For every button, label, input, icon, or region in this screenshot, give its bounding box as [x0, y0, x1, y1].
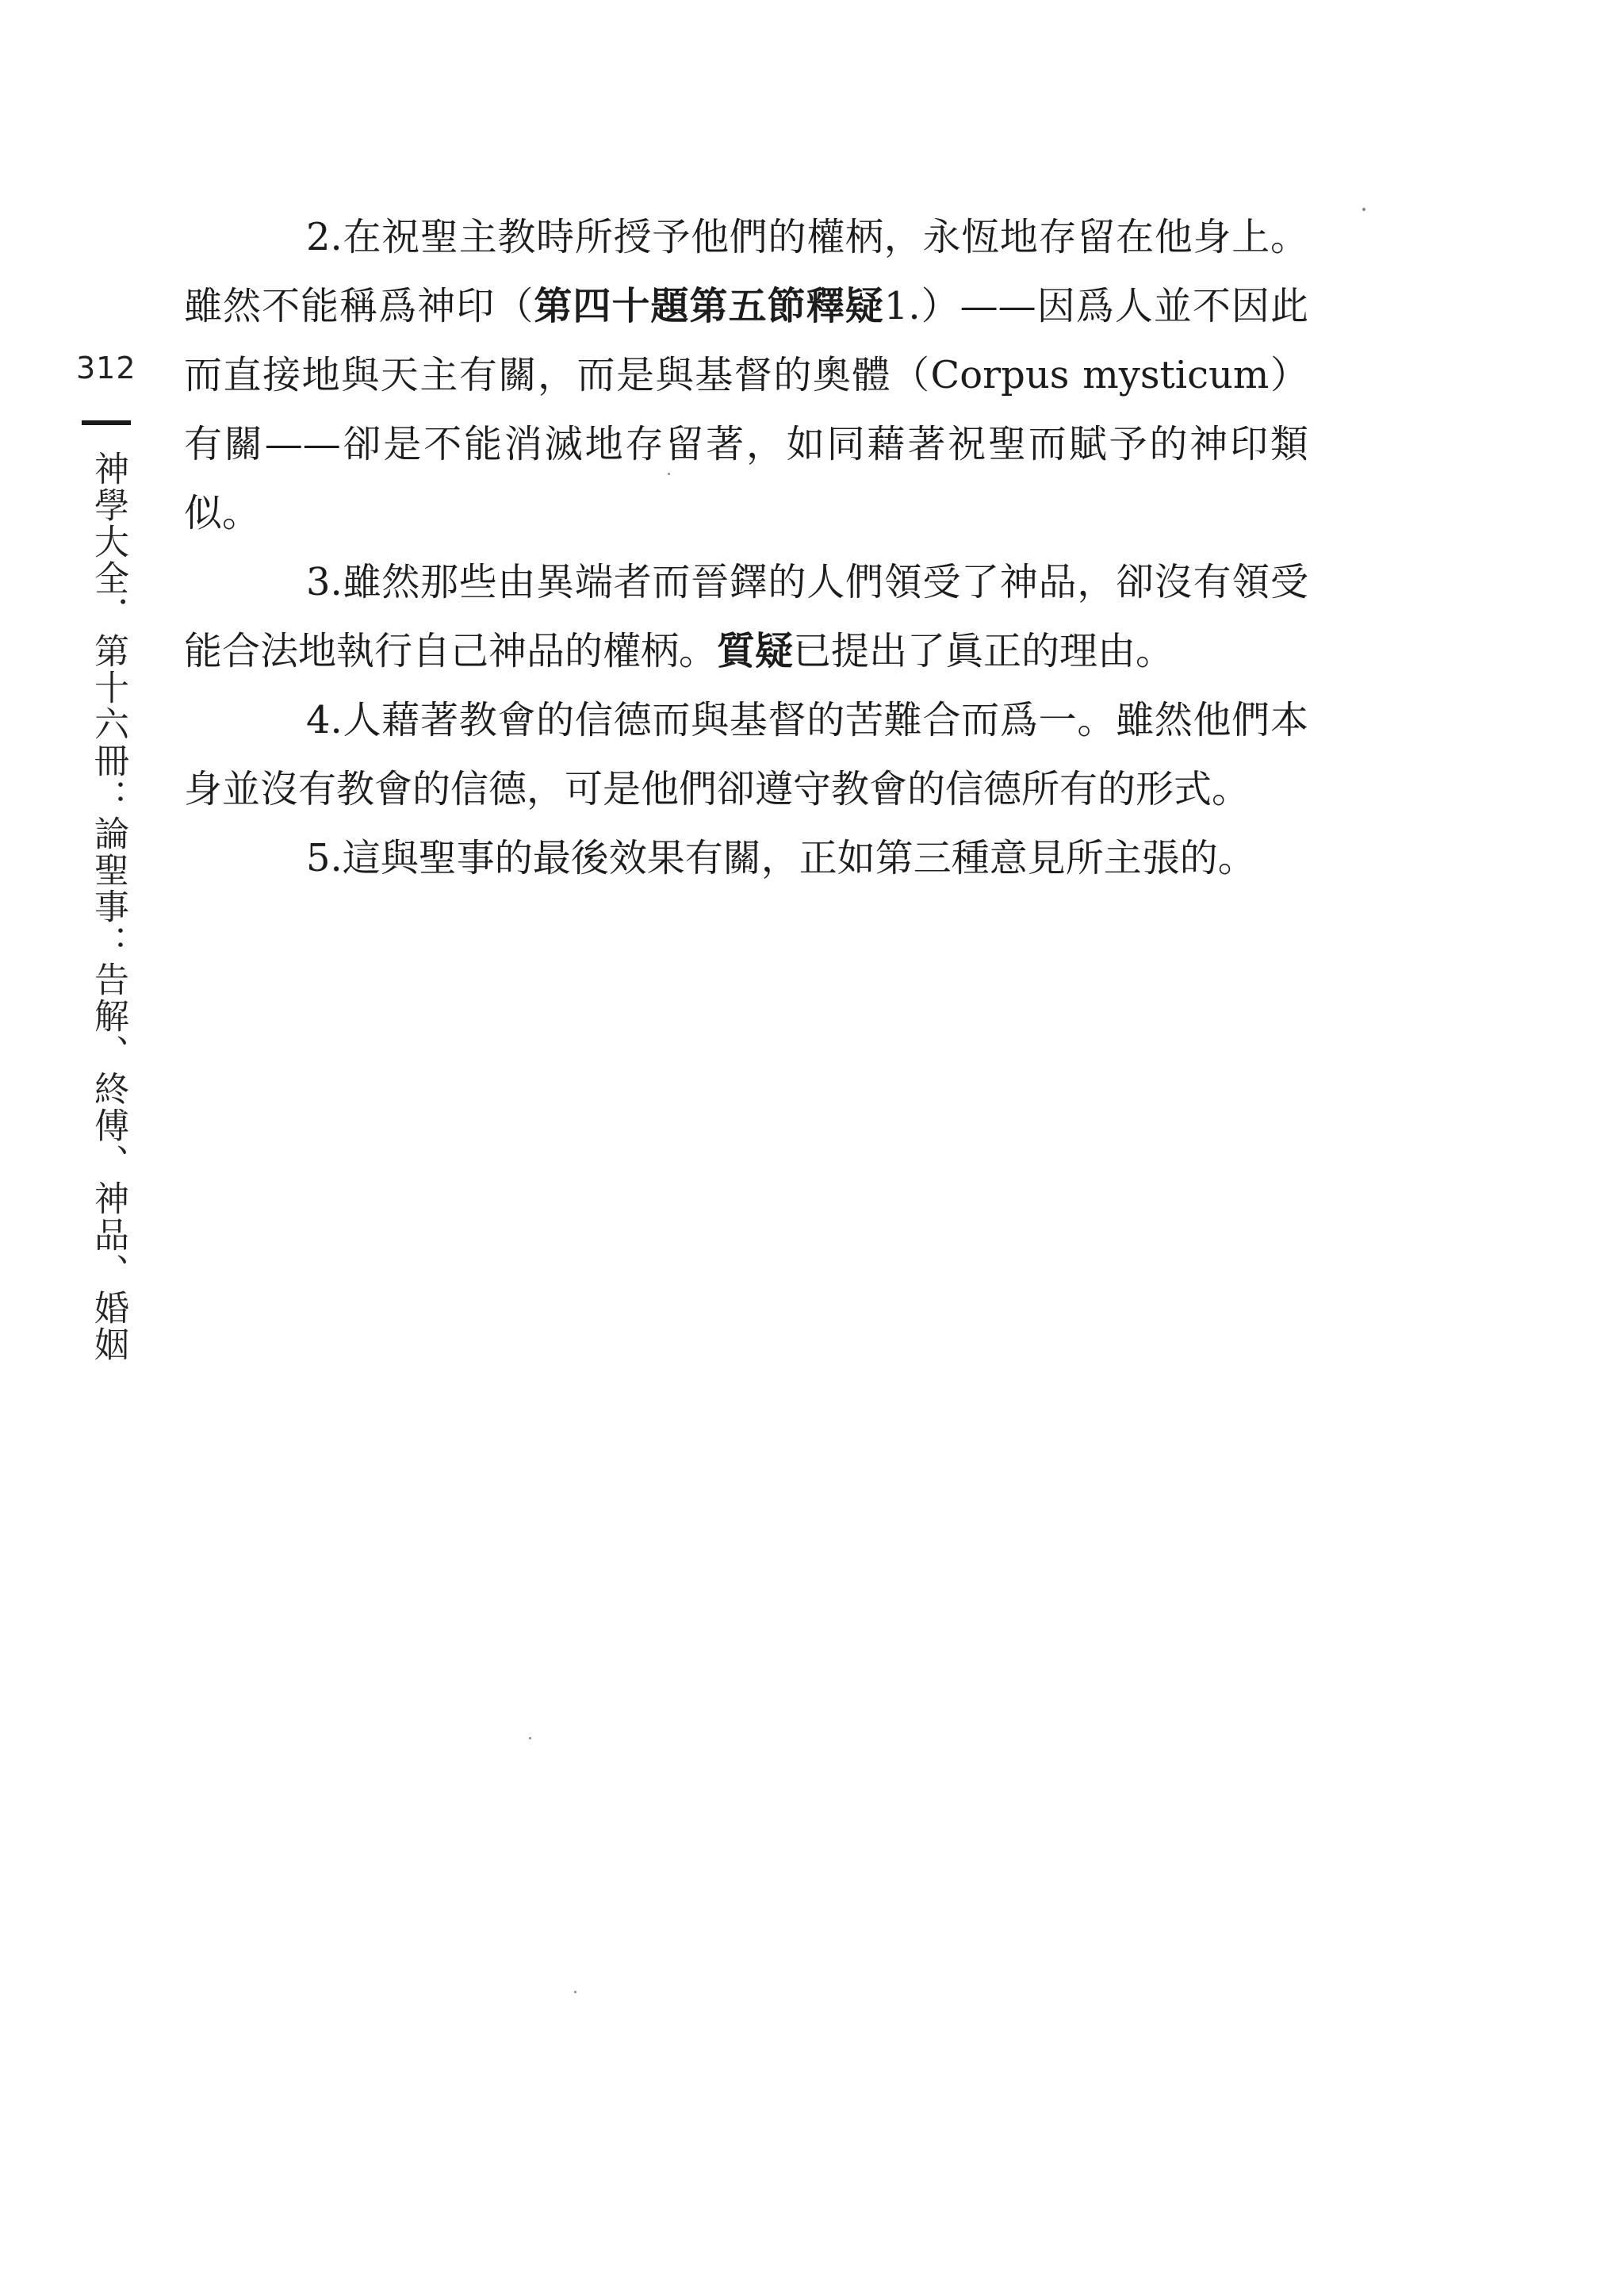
- paragraph-reply-3: [184, 548, 1308, 686]
- running-head: 神學大全．第十六冊：論聖事：告解、終傅、神品、婚姻: [88, 451, 128, 1363]
- paragraph-text: 1.）——因爲人並不因此而直接地與天主有關，而是與基督的奧體（Corpus mysticum）有關——卻是不能消滅地存留著，如同藉著祝聖而賦予的神印類似。: [184, 284, 1308, 535]
- paragraph-reply-2: [184, 203, 1308, 548]
- page-number: 312: [76, 351, 136, 385]
- scan-speck: [1362, 208, 1365, 211]
- paragraph-text: 4.人藉著教會的信德而與基督的苦難合而爲一。雖然他們本身並沒有教會的信德，可是他們卻遵守教會的信德所有的形式。: [184, 698, 1308, 811]
- paragraph-text: 2.在祝聖主教時所授予他們的權柄，永恆地存留在他身上。雖然不能稱爲神印（: [184, 215, 1308, 328]
- paragraph-reply-5: [184, 824, 1308, 893]
- paragraph-text: 已提出了眞正的理由。: [793, 629, 1174, 673]
- cross-reference: 質疑: [717, 629, 794, 673]
- paragraph-text: 3.雖然那些由異端者而晉鐸的人們領受了神品，卻沒有領受能合法地執行自己神品的權柄。: [184, 560, 1308, 673]
- body-text: [184, 203, 1308, 893]
- scan-speck: [668, 473, 670, 475]
- margin-rule: [82, 420, 131, 425]
- paragraph-text: 5.這與聖事的最後效果有關，正如第三種意見所主張的。: [306, 836, 1256, 880]
- scan-speck: [574, 1991, 576, 1993]
- cross-reference: 第四十題第五節釋疑: [534, 284, 884, 328]
- paragraph-reply-4: [184, 686, 1308, 824]
- scan-speck: [529, 1737, 531, 1739]
